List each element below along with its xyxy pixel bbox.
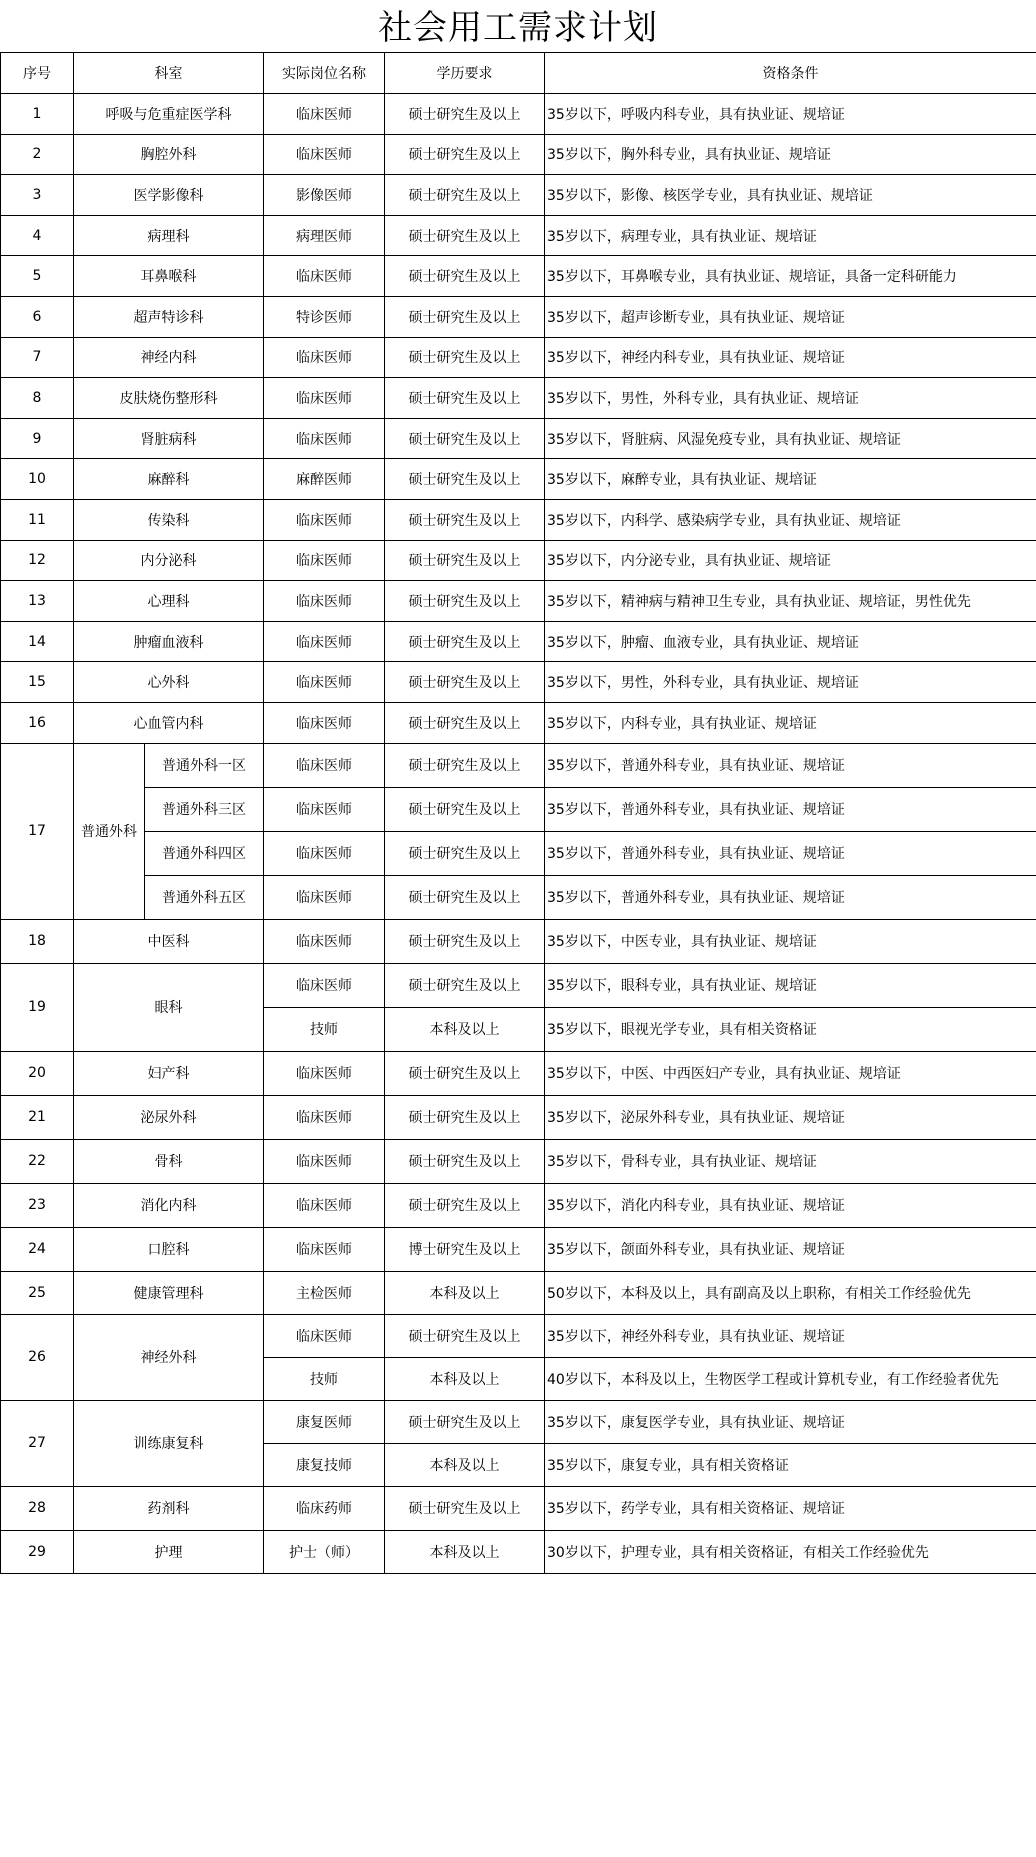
post-cell: 特诊医师 <box>264 296 385 337</box>
dept-cell: 超声特诊科 <box>74 296 264 337</box>
table-row <box>1 1530 1036 1574</box>
edu-cell: 硕士研究生及以上 <box>385 1051 545 1095</box>
table-row <box>1 499 1036 540</box>
header-row <box>1 53 1036 94</box>
table-row <box>1 702 1036 743</box>
dept-cell: 肾脏病科 <box>74 418 264 459</box>
row-number: 7 <box>1 337 74 378</box>
dept-cell: 妇产科 <box>74 1051 264 1095</box>
qual-cell: 35岁以下，眼科专业，具有执业证、规培证 <box>545 963 1036 1007</box>
row-number: 20 <box>1 1051 74 1095</box>
table-row <box>1 337 1036 378</box>
edu-cell: 本科及以上 <box>385 1271 545 1314</box>
post-cell: 康复技师 <box>264 1443 385 1487</box>
qual-cell: 35岁以下，胸外科专业，具有执业证、规培证 <box>545 134 1036 175</box>
post-cell: 临床医师 <box>264 831 385 875</box>
dept-cell: 内分泌科 <box>74 540 264 581</box>
edu-cell: 硕士研究生及以上 <box>385 1095 545 1139</box>
dept-cell: 呼吸与危重症医学科 <box>74 94 264 135</box>
qual-cell: 35岁以下，普通外科专业，具有执业证、规培证 <box>545 831 1036 875</box>
dept-cell: 健康管理科 <box>74 1271 264 1314</box>
table-row <box>1 621 1036 662</box>
dept-cell: 眼科 <box>74 963 264 1051</box>
post-cell: 临床医师 <box>264 540 385 581</box>
qual-cell: 35岁以下，内分泌专业，具有执业证、规培证 <box>545 540 1036 581</box>
table-body <box>1 53 1036 1574</box>
post-cell: 临床医师 <box>264 963 385 1007</box>
row-number: 2 <box>1 134 74 175</box>
sub-dept-cell: 普通外科五区 <box>145 875 264 919</box>
post-cell: 临床药师 <box>264 1487 385 1531</box>
row-number: 22 <box>1 1139 74 1183</box>
edu-cell: 硕士研究生及以上 <box>385 1314 545 1357</box>
post-cell: 影像医师 <box>264 175 385 216</box>
qual-cell: 35岁以下，颌面外科专业，具有执业证、规培证 <box>545 1227 1036 1271</box>
table-row <box>1 662 1036 703</box>
edu-cell: 硕士研究生及以上 <box>385 296 545 337</box>
qual-cell: 35岁以下，麻醉专业，具有执业证、规培证 <box>545 459 1036 500</box>
qual-cell: 30岁以下，护理专业，具有相关资格证，有相关工作经验优先 <box>545 1530 1036 1574</box>
row-number: 4 <box>1 215 74 256</box>
header-post: 实际岗位名称 <box>264 53 385 94</box>
qual-cell: 35岁以下，普通外科专业，具有执业证、规培证 <box>545 743 1036 787</box>
edu-cell: 硕士研究生及以上 <box>385 581 545 622</box>
table-row <box>1 831 1036 875</box>
edu-cell: 硕士研究生及以上 <box>385 378 545 419</box>
post-cell: 临床医师 <box>264 499 385 540</box>
edu-cell: 硕士研究生及以上 <box>385 499 545 540</box>
dept-cell: 泌尿外科 <box>74 1095 264 1139</box>
edu-cell: 硕士研究生及以上 <box>385 1183 545 1227</box>
dept-cell: 病理科 <box>74 215 264 256</box>
table-row <box>1 875 1036 919</box>
edu-cell: 本科及以上 <box>385 1443 545 1487</box>
dept-cell: 传染科 <box>74 499 264 540</box>
post-cell: 临床医师 <box>264 875 385 919</box>
edu-cell: 硕士研究生及以上 <box>385 175 545 216</box>
qual-cell: 35岁以下，康复专业，具有相关资格证 <box>545 1443 1036 1487</box>
table-row <box>1 1095 1036 1139</box>
row-number: 1 <box>1 94 74 135</box>
edu-cell: 本科及以上 <box>385 1357 545 1400</box>
dept-cell: 胸腔外科 <box>74 134 264 175</box>
table-row <box>1 540 1036 581</box>
dept-cell: 护理 <box>74 1530 264 1574</box>
table-row <box>1 256 1036 297</box>
sub-dept-cell: 普通外科一区 <box>145 743 264 787</box>
edu-cell: 硕士研究生及以上 <box>385 256 545 297</box>
table-row <box>1 1271 1036 1314</box>
dept-cell: 医学影像科 <box>74 175 264 216</box>
post-cell: 临床医师 <box>264 256 385 297</box>
post-cell: 临床医师 <box>264 337 385 378</box>
edu-cell: 硕士研究生及以上 <box>385 831 545 875</box>
qual-cell: 40岁以下，本科及以上，生物医学工程或计算机专业，有工作经验者优先 <box>545 1357 1036 1400</box>
qual-cell: 35岁以下，中医专业，具有执业证、规培证 <box>545 919 1036 963</box>
edu-cell: 硕士研究生及以上 <box>385 787 545 831</box>
row-number: 12 <box>1 540 74 581</box>
table-row <box>1 919 1036 963</box>
row-number: 6 <box>1 296 74 337</box>
post-cell: 临床医师 <box>264 702 385 743</box>
dept-cell: 神经内科 <box>74 337 264 378</box>
qual-cell: 35岁以下，男性，外科专业，具有执业证、规培证 <box>545 662 1036 703</box>
page-title: 社会用工需求计划 <box>378 8 658 48</box>
table-row <box>1 215 1036 256</box>
row-number: 11 <box>1 499 74 540</box>
table-row <box>1 1139 1036 1183</box>
edu-cell: 本科及以上 <box>385 1530 545 1574</box>
qual-cell: 35岁以下，普通外科专业，具有执业证、规培证 <box>545 875 1036 919</box>
post-cell: 临床医师 <box>264 743 385 787</box>
edu-cell: 硕士研究生及以上 <box>385 702 545 743</box>
row-number: 19 <box>1 963 74 1051</box>
dept-cell: 肿瘤血液科 <box>74 621 264 662</box>
qual-cell: 35岁以下，耳鼻喉专业，具有执业证、规培证，具备一定科研能力 <box>545 256 1036 297</box>
table-row <box>1 1227 1036 1271</box>
edu-cell: 博士研究生及以上 <box>385 1227 545 1271</box>
dept-cell: 耳鼻喉科 <box>74 256 264 297</box>
row-number: 24 <box>1 1227 74 1271</box>
table-row <box>1 378 1036 419</box>
post-cell: 临床医师 <box>264 581 385 622</box>
qual-cell: 35岁以下，眼视光学专业，具有相关资格证 <box>545 1007 1036 1051</box>
row-number: 21 <box>1 1095 74 1139</box>
table-row <box>1 94 1036 135</box>
post-cell: 护士（师） <box>264 1530 385 1574</box>
row-number: 10 <box>1 459 74 500</box>
post-cell: 临床医师 <box>264 1314 385 1357</box>
table-row <box>1 1183 1036 1227</box>
sub-dept-cell: 普通外科四区 <box>145 831 264 875</box>
qual-cell: 35岁以下，药学专业，具有相关资格证、规培证 <box>545 1487 1036 1531</box>
dept-cell: 神经外科 <box>74 1314 264 1400</box>
post-cell: 临床医师 <box>264 919 385 963</box>
qual-cell: 35岁以下，肿瘤、血液专业，具有执业证、规培证 <box>545 621 1036 662</box>
edu-cell: 硕士研究生及以上 <box>385 215 545 256</box>
qual-cell: 35岁以下，泌尿外科专业，具有执业证、规培证 <box>545 1095 1036 1139</box>
row-number: 8 <box>1 378 74 419</box>
row-number: 28 <box>1 1487 74 1531</box>
header-qual: 资格条件 <box>545 53 1036 94</box>
table-row <box>1 1400 1036 1443</box>
edu-cell: 硕士研究生及以上 <box>385 1139 545 1183</box>
qual-cell: 35岁以下，精神病与精神卫生专业，具有执业证、规培证，男性优先 <box>545 581 1036 622</box>
post-cell: 技师 <box>264 1357 385 1400</box>
table-row <box>1 134 1036 175</box>
row-number: 29 <box>1 1530 74 1574</box>
post-cell: 麻醉医师 <box>264 459 385 500</box>
row-number: 16 <box>1 702 74 743</box>
post-cell: 技师 <box>264 1007 385 1051</box>
post-cell: 临床医师 <box>264 1227 385 1271</box>
post-cell: 临床医师 <box>264 94 385 135</box>
row-number: 15 <box>1 662 74 703</box>
qual-cell: 35岁以下，内科专业，具有执业证、规培证 <box>545 702 1036 743</box>
qual-cell: 35岁以下，骨科专业，具有执业证、规培证 <box>545 1139 1036 1183</box>
post-cell: 临床医师 <box>264 1095 385 1139</box>
table-row <box>1 296 1036 337</box>
edu-cell: 硕士研究生及以上 <box>385 743 545 787</box>
dept-cell: 训练康复科 <box>74 1400 264 1487</box>
edu-cell: 硕士研究生及以上 <box>385 875 545 919</box>
qual-cell: 35岁以下，神经内科专业，具有执业证、规培证 <box>545 337 1036 378</box>
qual-cell: 35岁以下，中医、中西医妇产专业，具有执业证、规培证 <box>545 1051 1036 1095</box>
edu-cell: 硕士研究生及以上 <box>385 621 545 662</box>
header-edu: 学历要求 <box>385 53 545 94</box>
row-number: 13 <box>1 581 74 622</box>
table-row <box>1 1314 1036 1357</box>
qual-cell: 35岁以下，病理专业，具有执业证、规培证 <box>545 215 1036 256</box>
qual-cell: 35岁以下，康复医学专业，具有执业证、规培证 <box>545 1400 1036 1443</box>
table-row <box>1 581 1036 622</box>
row-number: 23 <box>1 1183 74 1227</box>
qual-cell: 35岁以下，神经外科专业，具有执业证、规培证 <box>545 1314 1036 1357</box>
post-cell: 临床医师 <box>264 1051 385 1095</box>
dept-cell: 心外科 <box>74 662 264 703</box>
dept-cell: 心理科 <box>74 581 264 622</box>
row-number: 26 <box>1 1314 74 1400</box>
table-row <box>1 743 1036 787</box>
edu-cell: 硕士研究生及以上 <box>385 134 545 175</box>
post-cell: 临床医师 <box>264 378 385 419</box>
qual-cell: 35岁以下，呼吸内科专业，具有执业证、规培证 <box>545 94 1036 135</box>
dept-cell: 骨科 <box>74 1139 264 1183</box>
edu-cell: 硕士研究生及以上 <box>385 1400 545 1443</box>
qual-cell: 35岁以下，消化内科专业，具有执业证、规培证 <box>545 1183 1036 1227</box>
edu-cell: 硕士研究生及以上 <box>385 540 545 581</box>
dept-cell: 麻醉科 <box>74 459 264 500</box>
post-cell: 病理医师 <box>264 215 385 256</box>
dept-cell: 消化内科 <box>74 1183 264 1227</box>
row-number: 17 <box>1 743 74 919</box>
header-no: 序号 <box>1 53 74 94</box>
header-dept: 科室 <box>74 53 264 94</box>
edu-cell: 硕士研究生及以上 <box>385 337 545 378</box>
qual-cell: 35岁以下，内科学、感染病学专业，具有执业证、规培证 <box>545 499 1036 540</box>
qual-cell: 35岁以下，肾脏病、风湿免疫专业，具有执业证、规培证 <box>545 418 1036 459</box>
post-cell: 临床医师 <box>264 1139 385 1183</box>
table-row <box>1 1487 1036 1531</box>
recruitment-table <box>0 52 1036 1574</box>
table-row <box>1 175 1036 216</box>
post-cell: 临床医师 <box>264 1183 385 1227</box>
dept-cell: 普通外科 <box>74 743 145 919</box>
qual-cell: 35岁以下，普通外科专业，具有执业证、规培证 <box>545 787 1036 831</box>
sub-dept-cell: 普通外科三区 <box>145 787 264 831</box>
post-cell: 临床医师 <box>264 418 385 459</box>
dept-cell: 心血管内科 <box>74 702 264 743</box>
post-cell: 康复医师 <box>264 1400 385 1443</box>
table-row <box>1 963 1036 1007</box>
row-number: 14 <box>1 621 74 662</box>
edu-cell: 硕士研究生及以上 <box>385 418 545 459</box>
qual-cell: 35岁以下，男性，外科专业，具有执业证、规培证 <box>545 378 1036 419</box>
post-cell: 临床医师 <box>264 621 385 662</box>
row-number: 18 <box>1 919 74 963</box>
edu-cell: 本科及以上 <box>385 1007 545 1051</box>
edu-cell: 硕士研究生及以上 <box>385 94 545 135</box>
table-row <box>1 787 1036 831</box>
dept-cell: 药剂科 <box>74 1487 264 1531</box>
edu-cell: 硕士研究生及以上 <box>385 1487 545 1531</box>
post-cell: 临床医师 <box>264 787 385 831</box>
row-number: 5 <box>1 256 74 297</box>
edu-cell: 硕士研究生及以上 <box>385 919 545 963</box>
row-number: 25 <box>1 1271 74 1314</box>
qual-cell: 35岁以下，影像、核医学专业，具有执业证、规培证 <box>545 175 1036 216</box>
row-number: 27 <box>1 1400 74 1487</box>
table-row <box>1 1051 1036 1095</box>
table-row <box>1 418 1036 459</box>
table-row <box>1 459 1036 500</box>
dept-cell: 皮肤烧伤整形科 <box>74 378 264 419</box>
dept-cell: 中医科 <box>74 919 264 963</box>
post-cell: 主检医师 <box>264 1271 385 1314</box>
post-cell: 临床医师 <box>264 134 385 175</box>
row-number: 9 <box>1 418 74 459</box>
post-cell: 临床医师 <box>264 662 385 703</box>
edu-cell: 硕士研究生及以上 <box>385 459 545 500</box>
qual-cell: 35岁以下，超声诊断专业，具有执业证、规培证 <box>545 296 1036 337</box>
edu-cell: 硕士研究生及以上 <box>385 662 545 703</box>
qual-cell: 50岁以下，本科及以上，具有副高及以上职称，有相关工作经验优先 <box>545 1271 1036 1314</box>
edu-cell: 硕士研究生及以上 <box>385 963 545 1007</box>
dept-cell: 口腔科 <box>74 1227 264 1271</box>
row-number: 3 <box>1 175 74 216</box>
